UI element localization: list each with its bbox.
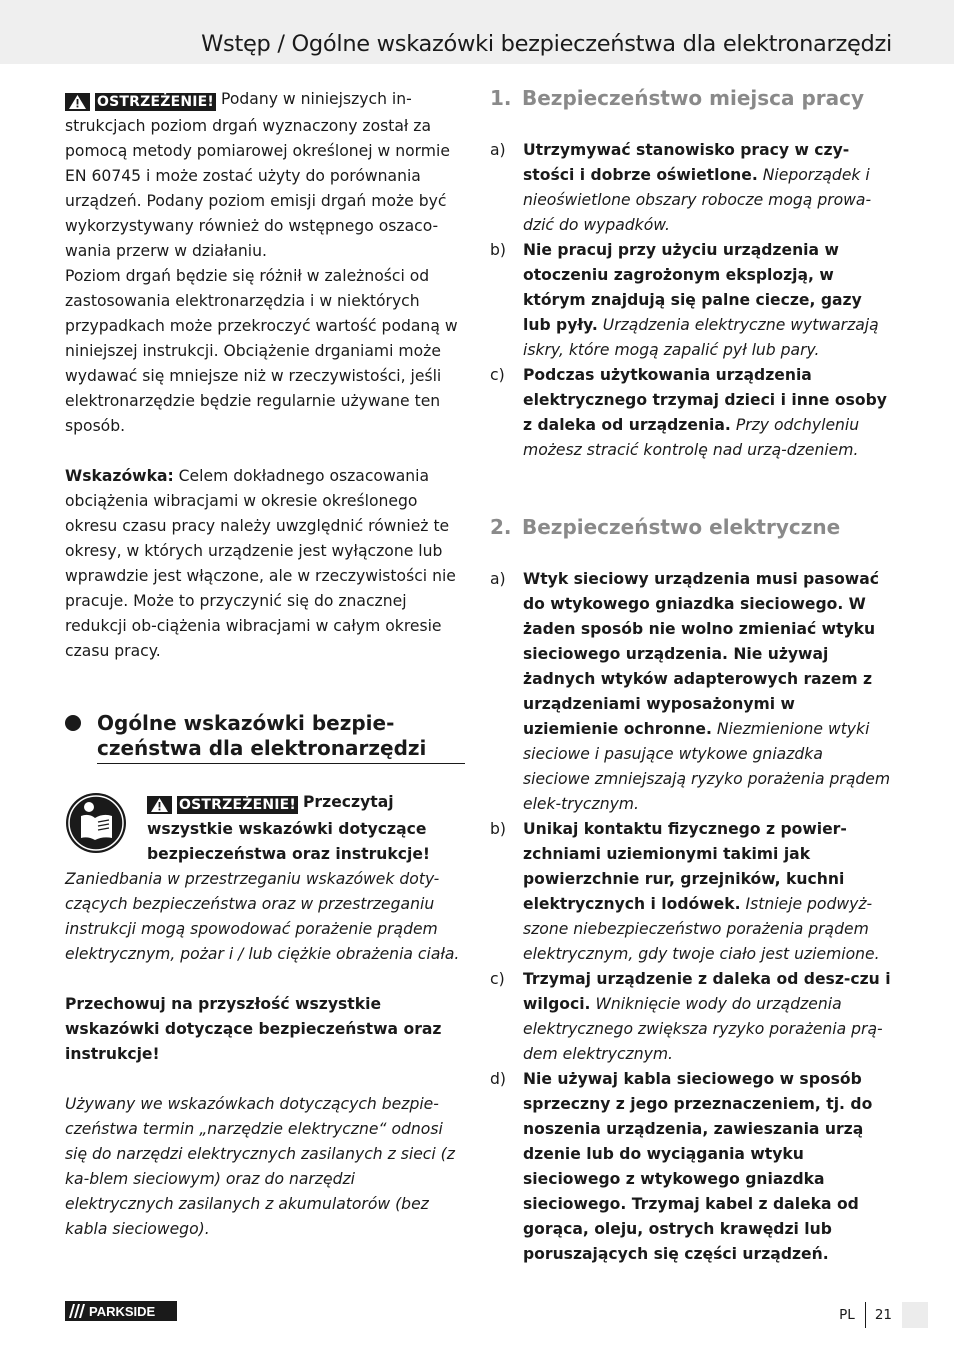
footer-divider [865,1302,866,1328]
item-label: d) [490,1070,506,1088]
brand-name: PARKSIDE [89,1304,156,1319]
item-italic: Przy odchyleniu możesz stracić kontrolę nad urzą-dzeniem. [523,416,860,459]
page-title: Wstęp / Ogólne wskazówki bezpieczeństwa dla elektronarzędzi [201,31,892,57]
bullet-dot-icon [65,715,81,731]
item-label: a) [490,570,506,588]
warning-paragraph-1 [65,87,465,264]
item-label: c) [490,970,505,988]
section-number: 2. [490,515,512,539]
section-heading-workplace [490,84,892,112]
left-column [65,87,465,1242]
list-item [490,238,892,363]
page-number: 21 [874,1307,892,1323]
parkside-logo [65,1301,177,1321]
warning-label: OSTRZEŻENIE! [97,93,215,110]
warning-paragraph-2: Poziom drgań będzie się różnił w zależności od zastosowania elektronarzędzia i w niektórych przypadkach może przekroczyć wartość podaną w niniejszej instrukcji. Obciążenie drganiami może wydawać się mniejsze niż w rzeczywistości, jeśli elektronarzędzie będzie regularnie używane ten sposób. [65,267,458,435]
item-label: a) [490,141,506,159]
item-bold: Nie pracuj przy użyciu urządzenia w otoczeniu zagrożonym eksplozją, w którym znajdują się palne ciecze, gazy lub pyły. [523,241,862,334]
item-label: c) [490,366,505,384]
item-italic: Istnieje podwyż-szone niebezpieczeństwo porażenia prądem elektrycznym, gdy twoje ciało jest uziemione. [523,895,880,963]
language-code: PL [839,1307,855,1323]
warning-badge [147,792,298,817]
list-item [490,1067,892,1267]
keep-instructions [65,992,465,1067]
list-item [490,363,892,463]
list-item [490,967,892,1067]
page-footer [839,1302,892,1328]
hint-paragraph [65,464,465,664]
section-heading-electrical [490,513,892,541]
item-italic: Urządzenia elektryczne wytwarzają iskry, które mogą zapalić pył lub pary. [523,316,879,359]
warning-triangle-icon [147,796,172,814]
warning-label: OSTRZEŻENIE! [179,796,297,813]
item-bold: Podczas użytkowania urządzenia elektrycznego trzymaj dzieci i inne osoby z daleka od urządzenia. [523,366,887,434]
footer-tab-marker [902,1302,928,1328]
item-label: b) [490,241,506,259]
read-instructions-italic: Zaniedbania w przestrzeganiu wskazówek doty-czących bezpieczeństwa oraz w przestrzeganiu instrukcji mogą spowodować porażenie prądem elektrycznym, pożar i / lub ciężkie obrażenia ciała. [65,870,460,963]
section-title: Bezpieczeństwo miejsca pracy [522,86,865,110]
item-italic: Nieporządek i nieoświetlone obszary robocze mogą prowa-dzić do wypadków. [523,166,872,234]
list-item [490,567,892,817]
list-item [490,138,892,238]
read-instructions-heading [147,790,465,867]
item-bold: Nie używaj kabla sieciowego w sposób sprzeczny z jego przeznaczeniem, tj. do noszenia urządzenia, zawieszania urzą dzenie lub do wyciągania wtyku sieciowego z wtykowego gniazdka sieciowego. Trzymaj kabel z daleka od gorąca, oleju, ostrych krawędzi lub poruszających się części urządzeń. [523,1070,873,1263]
keep-instructions-bold: Przechowuj na przyszłość wszystkie wskazówki dotyczące bezpieczeństwa oraz instrukcje! [65,995,442,1063]
section-heading-general [65,711,465,764]
warning-triangle-icon [65,93,90,111]
hint-text: Celem dokładnego oszacowania obciążenia wibracjami w okresie określonego okresu czasu pracy należy uwzględnić również te okresy, w których urządzenie jest wyłączone lub wprawdzie jest włączone, ale w rzeczywistości nie pracuje. Może to przyczynić się do znacznej redukcji ob-ciążenia wibracjami w całym okresie czasu pracy. [65,467,456,660]
section-heading-text: Ogólne wskazówki bezpie-czeństwa dla elektronarzędzi [97,711,465,764]
item-italic: Niezmienione wtyki sieciowe i pasujące wtykowe gniazdka sieciowe zmniejszają ryzyko porażenia prądem elek-trycznym. [523,720,891,813]
item-label: b) [490,820,506,838]
hint-label: Wskazówka: [65,467,174,485]
read-instructions-bold: Przeczytaj wszystkie wskazówki dotyczące bezpieczeństwa oraz instrukcje! [147,793,431,863]
list-item [490,817,892,967]
section-number: 1. [490,86,512,110]
right-column [490,84,892,1267]
warning-badge [65,89,216,114]
term-definition: Używany we wskazówkach dotyczących bezpie-czeństwa termin „narzędzie elektryczne“ odnosi się do narzędzi elektrycznych zasilanych z sieci (z ka-blem sieciowym) oraz do narzędzi elektrycznych zasilanych z akumulatorów (bez kabla sieciowego). [65,1095,455,1238]
item-bold: Wtyk sieciowy urządzenia musi pasować do wtykowego gniazdka sieciowego. W żaden sposób nie wolno zmieniać wtyku sieciowego urządzenia. Nie używaj żadnych wtyków adapterowych razem z urządzeniami wyposażonymi w uziemienie ochronne. [523,570,879,738]
item-bold: Utrzymywać stanowisko pracy w czy-stości i dobrze oświetlone. [523,141,850,184]
read-instructions-block [65,790,465,867]
warning-text: Podany w niniejszych in-strukcjach poziom drgań wyznaczony został za pomocą metody pomiarowej określonej w normie EN 60745 i może zostać użyty do porównania urządzeń. Podany poziom emisji drgań może być wykorzystywany również do wstępnego oszaco-wania przerw w działaniu. [65,90,450,260]
section-title: Bezpieczeństwo elektryczne [522,515,841,539]
item-bold: Trzymaj urządzenie z daleka od desz-czu i wilgoci. [523,970,891,1013]
read-manual-icon [65,792,127,854]
item-italic: Wniknięcie wody do urządzenia elektrycznego zwiększa ryzyko porażenia prą-dem elektrycznym. [523,995,883,1063]
item-bold: Unikaj kontaktu fizycznego z powier-zchniami uziemionymi takimi jak powierzchnie rur, grzejników, kuchni elektrycznych i lodówek. [523,820,847,913]
